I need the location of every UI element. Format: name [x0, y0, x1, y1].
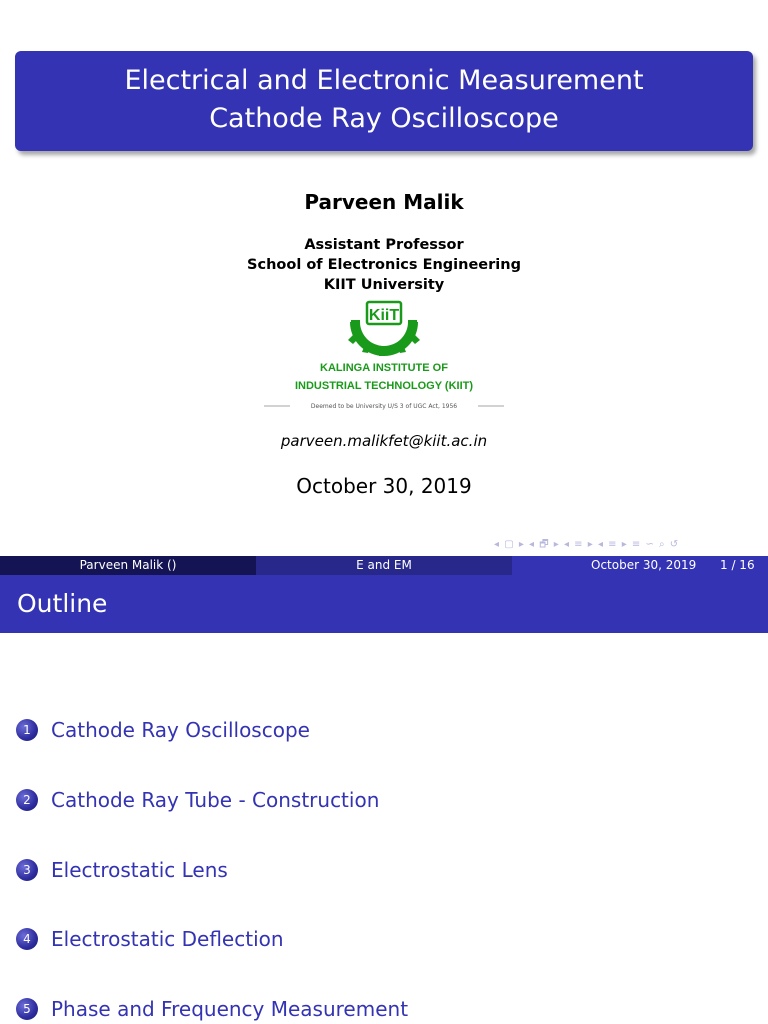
logo-tagline: Deemed to be University U/S 3 of UGC Act, 1956 [310, 403, 458, 410]
logo-name-line-2: INDUSTRIAL TECHNOLOGY (KIIT) [294, 380, 474, 392]
beamer-navigation-icons[interactable]: ◂ ▢ ▸ ◂ 🗗 ▸ ◂ ≡ ▸ ◂ ≡ ▸ ≡ ∽ ⌕ ↺ [494, 539, 680, 550]
toc-number-ball: 5 [16, 998, 38, 1020]
presentation-date: October 30, 2019 [296, 474, 472, 498]
toc-number-ball: 3 [16, 859, 38, 881]
footer-page-number: 1 / 16 [720, 558, 755, 572]
designation: Assistant Professor [304, 237, 464, 253]
university-name: KIIT University [323, 277, 445, 293]
footer-short-title: E and EM [256, 556, 512, 575]
title-line-2: Cathode Ray Oscilloscope [209, 103, 559, 134]
author-email: parveen.malikfet@kiit.ac.in [280, 432, 488, 450]
toc-label[interactable]: Cathode Ray Tube - Construction [51, 788, 380, 812]
kiit-logo-graphic [262, 296, 506, 414]
frame-title-bar [0, 575, 768, 633]
toc-label[interactable]: Electrostatic Deflection [51, 927, 284, 951]
toc-label[interactable]: Phase and Frequency Measurement [51, 997, 409, 1021]
footer-right [512, 556, 768, 575]
school-name: School of Electronics Engineering [247, 257, 521, 273]
kiit-logo [262, 296, 506, 414]
toc-number-ball: 4 [16, 928, 38, 950]
frame-title: Outline [17, 589, 108, 618]
footer-date: October 30, 2019 [591, 558, 697, 572]
toc-label[interactable]: Cathode Ray Oscilloscope [51, 718, 310, 742]
title-line-1: Electrical and Electronic Measurement [124, 65, 644, 96]
footer-author: Parveen Malik () [0, 556, 256, 575]
logo-badge-text: KiiT [368, 307, 400, 324]
title-box [15, 51, 753, 151]
toc-number-ball: 2 [16, 789, 38, 811]
author-name: Parveen Malik [304, 190, 464, 214]
slide-footer [0, 556, 768, 575]
toc-number-ball: 1 [16, 719, 38, 741]
toc-label[interactable]: Electrostatic Lens [51, 858, 228, 882]
logo-name-line-1: KALINGA INSTITUTE OF [320, 362, 448, 374]
